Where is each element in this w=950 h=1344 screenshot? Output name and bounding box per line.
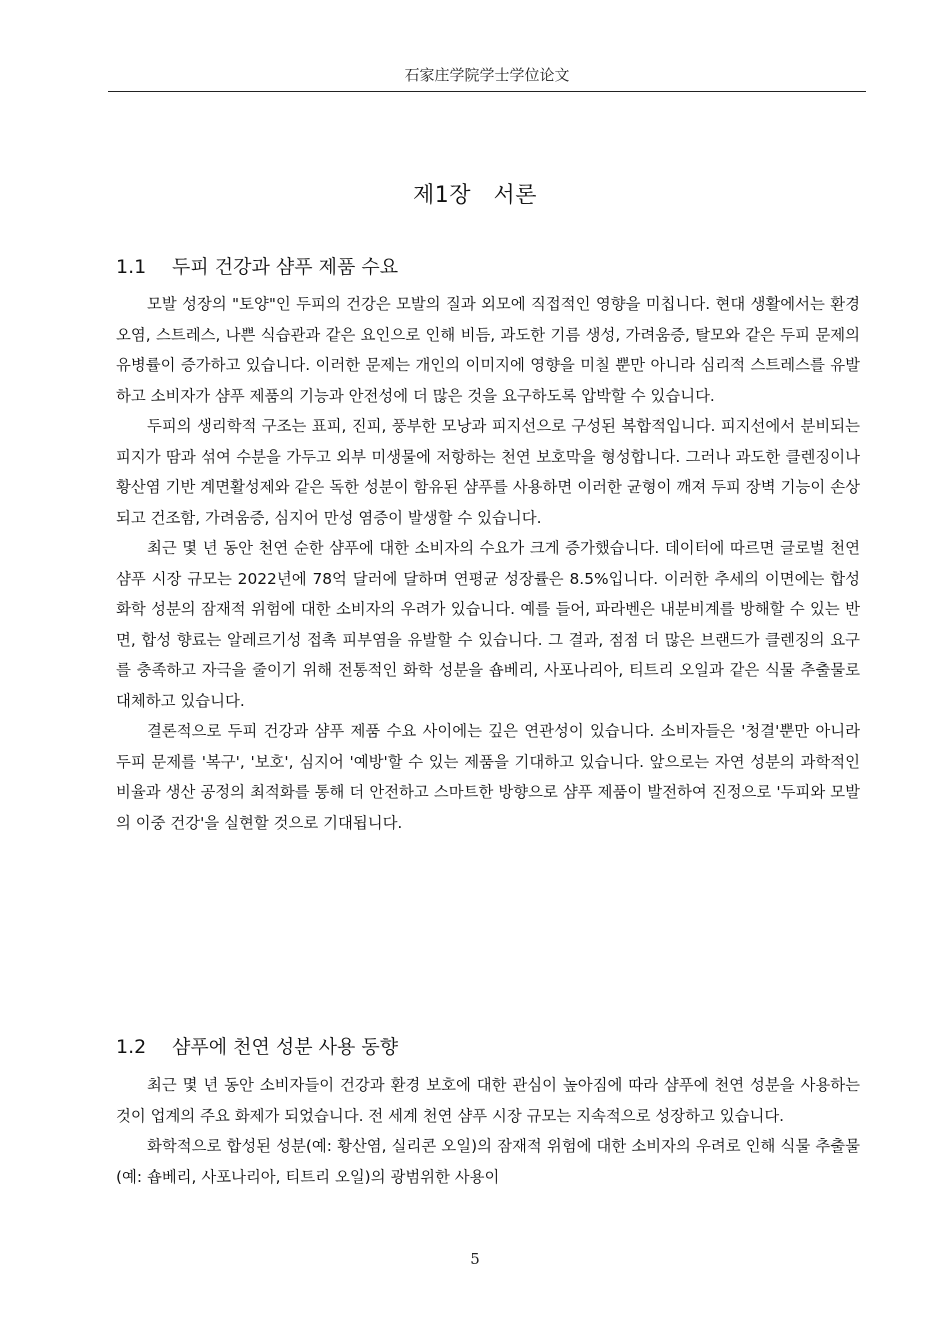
section-number: 1.1 bbox=[116, 256, 147, 278]
paragraph: 두피의 생리학적 구조는 표피, 진피, 풍부한 모낭과 피지선으로 구성된 복합적입니다. 피지선에서 분비되는 피지가 땀과 섞여 수분을 가두고 외부 미생물에 저항하는 천연 보호막을 형성합니다. 그러나 과도한 클렌징이나 황산염 기반 계면활성제와 같은 독한 성분이 함유된 샴푸를 사용하면 이러한 균형이 깨져 두피 장벽 기능이 손상되고 건조함, 가려움증, 심지어 만성 염증이 발생할 수 있습니다. bbox=[116, 417, 860, 527]
page-number: 5 bbox=[470, 1250, 480, 1268]
paragraph: 모발 성장의 "토양"인 두피의 건강은 모발의 질과 외모에 직접적인 영향을 미칩니다. 현대 생활에서는 환경 오염, 스트레스, 나쁜 식습관과 같은 요인으로 인해 비듬, 과도한 기름 생성, 가려움증, 탈모와 같은 두피 문제의 유병률이 증가하고 있습니다. 이러한 문제는 개인의 이미지에 영향을 미칠 뿐만 아니라 심리적 스트레스를 유발하고 소비자가 샴푸 제품의 기능과 안전성에 더 많은 것을 요구하도록 압박할 수 있습니다. bbox=[116, 295, 860, 405]
section-heading-1-1 bbox=[116, 252, 398, 279]
paragraph: 최근 몇 년 동안 소비자들이 건강과 환경 보호에 대한 관심이 높아짐에 따라 샴푸에 천연 성분을 사용하는 것이 업계의 주요 화제가 되었습니다. 전 세계 천연 샴푸 시장 규모는 지속적으로 성장하고 있습니다. bbox=[116, 1076, 860, 1125]
running-header: 石家庄学院学士学位论文 bbox=[108, 64, 866, 92]
paragraph: 최근 몇 년 동안 천연 순한 샴푸에 대한 소비자의 수요가 크게 증가했습니다. 데이터에 따르면 글로벌 천연 샴푸 시장 규모는 2022년에 78억 달러에 달하며 연평균 성장률은 8.5%입니다. 이러한 추세의 이면에는 합성 화학 성분의 잠재적 위험에 대한 소비자의 우려가 있습니다. 예를 들어, 파라벤은 내분비계를 방해할 수 있는 반면, 합성 향료는 알레르기성 접촉 피부염을 유발할 수 있습니다. 그 결과, 점점 더 많은 브랜드가 클렌징의 요구를 충족하고 자극을 줄이기 위해 전통적인 화학 성분을 숍베리, 사포나리아, 티트리 오일과 같은 식물 추출물로 대체하고 있습니다. bbox=[116, 539, 860, 710]
section-heading-1-2 bbox=[116, 1032, 398, 1059]
section-1-1-body bbox=[116, 289, 860, 838]
section-1-2-body bbox=[116, 1070, 860, 1192]
paragraph: 화학적으로 합성된 성분(예: 황산염, 실리콘 오일)의 잠재적 위험에 대한 소비자의 우려로 인해 식물 추출물(예: 숍베리, 사포나리아, 티트리 오일)의 광범위한 사용이 bbox=[116, 1137, 860, 1186]
paragraph: 결론적으로 두피 건강과 샴푸 제품 수요 사이에는 깊은 연관성이 있습니다. 소비자들은 '청결'뿐만 아니라 두피 문제를 '복구', '보호', 심지어 '예방'할 수 있는 제품을 기대하고 있습니다. 앞으로는 자연 성분의 과학적인 비율과 생산 공정의 최적화를 통해 더 안전하고 스마트한 방향으로 샴푸 제품이 발전하여 진정으로 '두피와 모발의 이중 건강'을 실현할 것으로 기대됩니다. bbox=[116, 722, 860, 832]
section-number: 1.2 bbox=[116, 1036, 147, 1058]
chapter-title: 제1장 서론 bbox=[413, 183, 537, 208]
section-title-text: 샴푸에 천연 성분 사용 동향 bbox=[172, 1036, 399, 1058]
section-title-text: 두피 건강과 샴푸 제품 수요 bbox=[172, 256, 399, 278]
